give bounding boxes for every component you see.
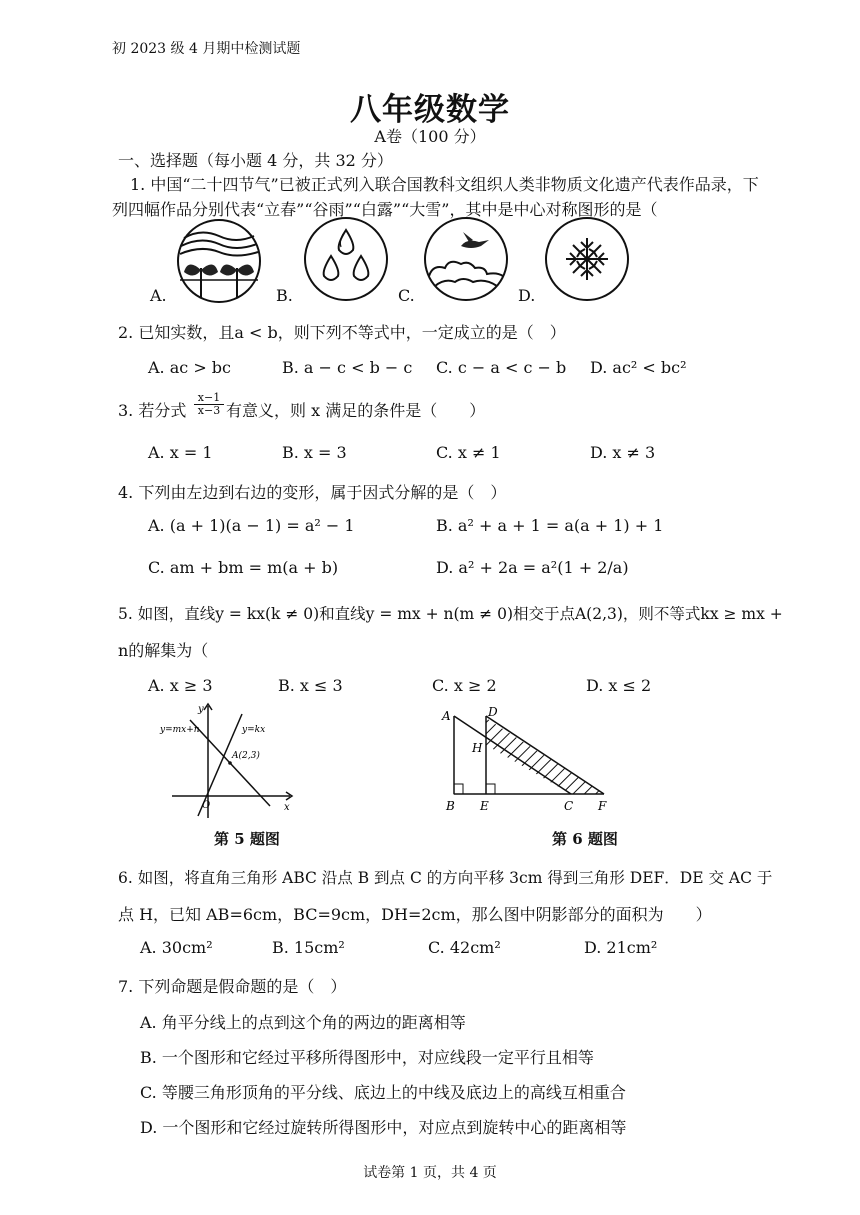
q2-option-a: A. ac > bc (148, 358, 232, 377)
q5-stem-line2: n的解集为（ (118, 641, 209, 660)
fig5-label-point: A(2,3) (232, 751, 260, 761)
q5-option-d: D. x ≤ 2 (586, 676, 652, 695)
fig5-label-line1: y=mx+n (160, 725, 200, 735)
fig5-label-y: y (198, 704, 204, 715)
q7-option-c: C. 等腰三角形顶角的平分线、底边上的中线及底边上的高线互相重合 (140, 1083, 626, 1102)
fig5-label-x: x (284, 802, 290, 813)
q3-stem-end: 有意义，则 x 满足的条件是（ ） (226, 401, 486, 420)
rain-drops-icon (303, 216, 389, 302)
q1-stem-line2: 列四幅作品分别代表“立春”“谷雨”“白露”“大雪”，其中是中心对称图形的是（ (112, 200, 658, 219)
intersection-point (228, 761, 232, 765)
fig6-label-d: D (488, 705, 498, 719)
q7-option-d: D. 一个图形和它经过旋转所得图形中，对应点到旋转中心的距离相等 (140, 1118, 627, 1137)
q4-option-d: D. a² + 2a = a²(1 + 2/a) (436, 558, 629, 577)
q7-stem: 7. 下列命题是假命题的是（ ） (118, 977, 347, 996)
q6-option-b: B. 15cm² (272, 938, 345, 957)
page-subtitle: A卷（100 分） (374, 127, 486, 146)
q7-option-a: A. 角平分线上的点到这个角的两边的距离相等 (140, 1013, 466, 1032)
q3-fraction-numerator: x−1 (194, 392, 224, 405)
q6-option-c: C. 42cm² (428, 938, 501, 957)
snowflake-icon (544, 216, 630, 302)
fig6-label-h: H (472, 741, 483, 755)
q4-option-b: B. a² + a + 1 = a(a + 1) + 1 (436, 516, 664, 535)
bird-clouds-icon (423, 216, 509, 302)
q1-stem-line1: 1. 中国“二十四节气”已被正式列入联合国教科文组织人类非物质文化遗产代表作品录，下 (130, 175, 759, 194)
q3-fraction-denominator: x−3 (197, 404, 221, 417)
q1-option-a: A. (150, 286, 167, 305)
page-footer: 试卷第 1 页，共 4 页 (363, 1165, 497, 1181)
q5-option-c: C. x ≥ 2 (432, 676, 497, 695)
exam-header: 初 2023 级 4 月期中检测试题 (112, 41, 301, 57)
q3-fraction (194, 392, 224, 417)
fig6-label-a: A (442, 709, 451, 723)
q2-stem: 2. 已知实数，且a < b，则下列不等式中，一定成立的是（ ） (118, 323, 566, 342)
figure-6-diagram (436, 704, 622, 824)
q5-stem-line1: 5. 如图，直线y = kx(k ≠ 0)和直线y = mx + n(m ≠ 0)相交于点A(2,3)，则不等式kx ≥ mx + (118, 605, 783, 623)
q1-option-c: C. (398, 286, 415, 305)
fig6-label-b: B (446, 799, 455, 813)
q7-option-b: B. 一个图形和它经过平移所得图形中，对应线段一定平行且相等 (140, 1048, 594, 1067)
q4-option-a: A. (a + 1)(a − 1) = a² − 1 (148, 516, 355, 535)
q5-option-b: B. x ≤ 3 (278, 676, 343, 695)
fig6-label-c: C (564, 799, 574, 813)
q3-option-d: D. x ≠ 3 (590, 443, 656, 462)
q6-stem-line2: 点 H，已知 AB=6cm，BC=9cm，DH=2cm，那么图中阴影部分的面积为 ） (118, 905, 712, 924)
fig6-label-f: F (598, 799, 607, 813)
figure-5-graph (150, 700, 300, 820)
q5-option-a: A. x ≥ 3 (148, 676, 213, 695)
q2-option-d: D. ac² < bc² (590, 358, 687, 377)
figure-6-caption: 第 6 题图 (552, 830, 618, 848)
q2-option-b: B. a − c < b − c (282, 358, 413, 377)
q3-stem-start: 3. 若分式 (118, 401, 187, 420)
fig5-label-line2: y=kx (242, 725, 266, 735)
q3-option-b: B. x = 3 (282, 443, 347, 462)
section-heading: 一、选择题（每小题 4 分，共 32 分） (118, 151, 393, 170)
fig6-label-e: E (480, 799, 489, 813)
q6-stem-line1: 6. 如图，将直角三角形 ABC 沿点 B 到点 C 的方向平移 3cm 得到三角形 DEF．DE 交 AC 于 (118, 869, 773, 887)
q2-option-c: C. c − a < c − b (436, 358, 567, 377)
q1-option-b: B. (276, 286, 293, 305)
page-title: 八年级数学 (350, 92, 510, 128)
q3-option-c: C. x ≠ 1 (436, 443, 501, 462)
q1-option-d: D. (518, 286, 536, 305)
q6-option-a: A. 30cm² (140, 938, 213, 957)
fig5-label-origin: O (202, 800, 211, 811)
q4-option-c: C. am + bm = m(a + b) (148, 558, 339, 577)
q4-stem: 4. 下列由左边到右边的变形，属于因式分解的是（ ） (118, 483, 507, 502)
q3-option-a: A. x = 1 (148, 443, 213, 462)
q6-option-d: D. 21cm² (584, 938, 658, 957)
figure-5-caption: 第 5 题图 (214, 830, 280, 848)
spring-sprout-icon (176, 218, 262, 304)
